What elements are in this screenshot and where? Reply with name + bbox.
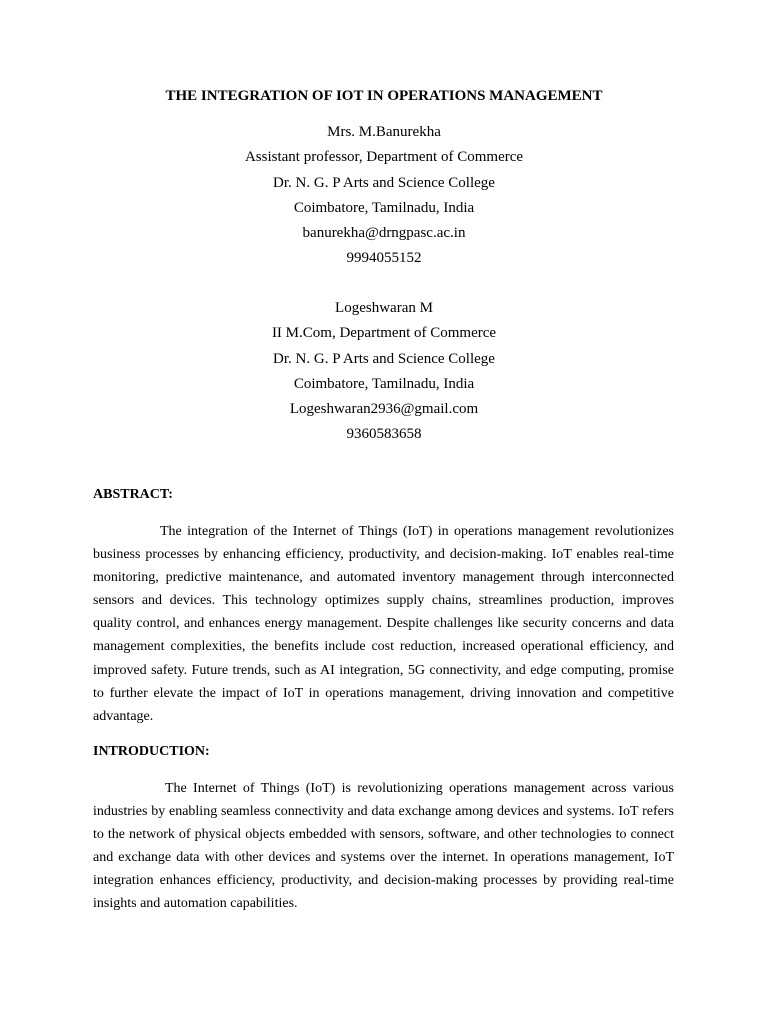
- abstract-heading: ABSTRACT:: [93, 487, 173, 502]
- abstract-paragraph: [93, 520, 674, 728]
- author-institution: Dr. N. G. P Arts and Science College: [273, 350, 495, 367]
- author-phone: 9360583658: [346, 426, 422, 443]
- author-role: II M.Com, Department of Commerce: [271, 325, 497, 342]
- author-phone: 9994055152: [346, 250, 422, 267]
- author-role: Assistant professor, Department of Commerce: [244, 149, 524, 166]
- author-email: Logeshwaran2936@gmail.com: [289, 401, 479, 418]
- introduction-text: The Internet of Things (IoT) is revolutionizing operations management across various industries by enabling seamless connectivity and data exchange among devices and systems. IoT refers to the network of physical objects embedded with sensors, software, and other technologies to connect and exchange data with other devices and systems over the internet. In operations management, IoT integration enhances efficiency, productivity, and decision-making processes by providing real-time insights and automation capabilities.: [93, 781, 674, 912]
- abstract-text: The integration of the Internet of Things (IoT) in operations management revolutionizes business processes by enhancing efficiency, productivity, and decision-making. IoT enables real-time monitoring, predictive maintenance, and automated inventory management through interconnected sensors and devices. This technology optimizes supply chains, streamlines production, improves quality control, and enhances energy management. Despite challenges like security concerns and data management complexities, the benefits include cost reduction, increased operational efficiency, and improved safety. Future trends, such as AI integration, 5G connectivity, and edge computing, promise to further elevate the impact of IoT in operations management, driving innovation and competitive advantage.: [93, 524, 674, 724]
- author-name: Logeshwaran M: [335, 300, 433, 316]
- paper-title: THE INTEGRATION OF IOT IN OPERATIONS MANAGEMENT: [165, 88, 603, 104]
- author-location: Coimbatore, Tamilnadu, India: [293, 199, 475, 216]
- author-block-2: [0, 296, 768, 448]
- author-email: banurekha@drngpasc.ac.in: [302, 225, 466, 242]
- introduction-heading: INTRODUCTION:: [93, 744, 210, 759]
- author-name: Mrs. M.Banurekha: [327, 124, 441, 140]
- author-institution: Dr. N. G. P Arts and Science College: [273, 174, 495, 191]
- author-block-1: [0, 120, 768, 272]
- introduction-paragraph: [93, 777, 674, 916]
- author-location: Coimbatore, Tamilnadu, India: [293, 375, 475, 392]
